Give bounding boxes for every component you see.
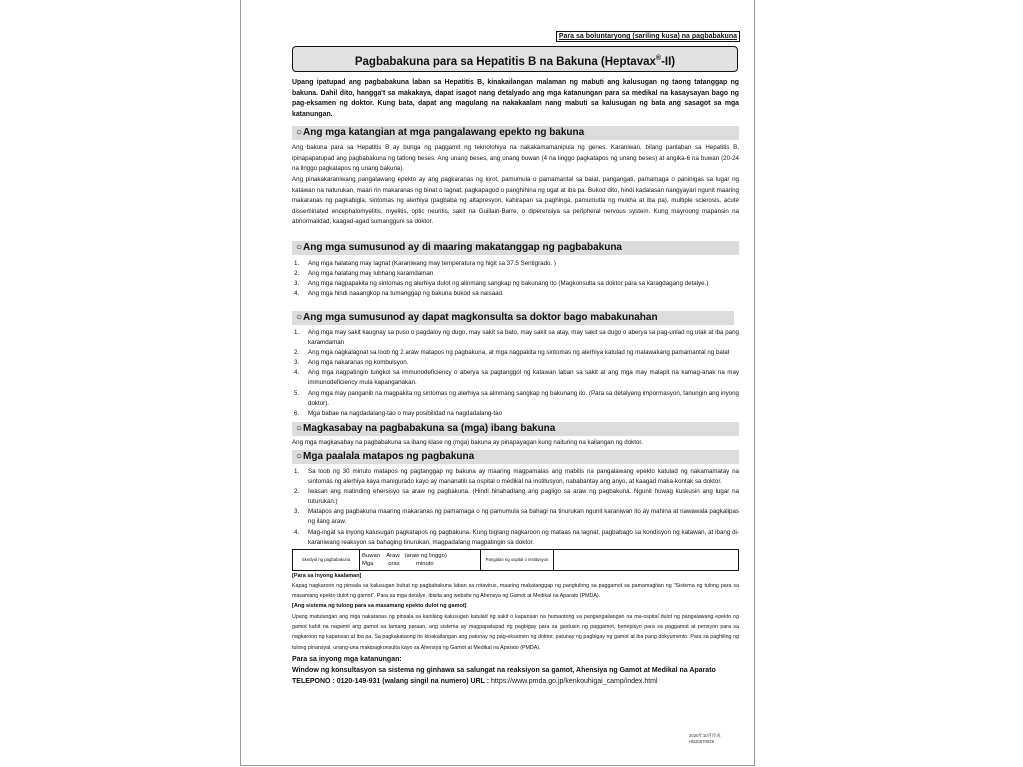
item-text: Mga babae na nagdadalang-tao o may posibilidad na nagdadalang-tao [308,409,503,417]
item-text: Mag-ingat sa inyong kalusugan pagkatapos ng pagbakuna. Kung biglang nagkaroon ng mataas na lagnat, pagbabago sa kondisyon ng katawan, at ibang di-karaniwang reaksyon sa bahaging tinurukan, magpadalang magpatingin sa doktor. [308,528,739,546]
circle-bullet-icon: ○ [296,312,303,323]
institution-label-cell [481,550,554,571]
institution-value-cell[interactable] [554,550,739,571]
item-number: 1. [294,468,300,475]
contact-office: Window ng konsultasyon sa sistema ng ginhawa sa salungat na reaksiyon sa gamot, Ahensiya ng Gamot at Medikal na Aparato [292,666,716,674]
item-number: 3. [294,359,300,367]
intro-paragraph: Upang ipatupad ang pagbabakuna laban sa Hepatitis B, kinakailangan malaman ng mabuti ang kalusugan ng taong tatanggap ng bakuna. Dahil dito, hangga't sa makakaya, dapat isagot nang detalyado ang mga katanungan para sa medikal na kasaysayan bago ng pag-eksamen ng doktor. Kung bata, dapat ang magulang na nakakaalam nang mabuti sa kalusugan ng bata ang sasagot sa mga katanungan. [292,79,739,119]
contact-phone-line [292,677,739,688]
list-item [292,328,739,348]
circle-bullet-icon: ○ [296,451,303,462]
characteristics-paragraph-1: Ang bakuna para sa Hepatitis B ay bunga ng paggamit ng teknolohiya na nakakamamanipula ng genes. Karaniwan, bilang panlaban sa Hepatitis B, ipinapapatupad ang pagbabakuna ng tatlong beses. Ang unang beses, ang unang buwan (4 na linggo pagkatapos ng unang beses) at angika-6 na buwan (20-24 na linggo pagkatapos ng unang bakuna). [292,144,739,173]
title-main: Pagbabakuna para sa Hepatitis B na Bakuna (Heptavax [354,55,656,68]
item-text: Ang mga halatang may lagnat (Karaniwang may temperatura ng higit sa 37.5 Sentigrado. ) [308,260,556,267]
list-item [292,348,739,358]
reminders-list [292,467,739,548]
footer-code [689,733,721,745]
title-registered-mark: ® [655,55,662,62]
item-text: Sa loob ng 30 minuto matapos ng pagtanggap ng bakuna ay maaring magpamalas ang mabilis na pangalawang epekto katulad ng nakamamatay na sintomas ng alerhiya kaya manigurado kayo ay mananatili sa ospital o medikal na institusyon, nababantay ang anyo, at kaagad maka-kontak sa doktor. [308,468,739,486]
section-heading-text: Ang mga sumusunod ay di maaring makatanggap ng pagbabakuna [303,242,622,253]
list-item [292,289,739,299]
footer-id: HB20070036 [689,739,715,744]
item-text: Ang mga nagkalagnat sa loob ng 2 araw matapos ng pagbakuna, at mga nagpakita ng sintomas ng alerhiya katulad ng malawakang pamamantal ng balat [308,349,730,357]
list-item [292,368,739,388]
list-item [292,507,739,527]
title-tail: -II) [661,55,676,68]
item-number: 5. [294,389,300,397]
item-number: 4. [294,369,300,377]
relief-system-paragraph: Upang matulungan ang mga nakaranas ng pinsala sa kanilang kalusugan katulad ng sakit o kapansan na humantong sa pangangailangan na ma-ospital dulot ng pangalawang epekto ng gamot kahit na nagamit ang gamot sa tamang paraan, ang sistema ay magpapatupad ng pagbigay para sa gastusin ng paggamot, benepisyo para sa paggamot at pensyon para sa nagkaroon ng kapansan at iba pa. Sa pagkakataong ito kinakailangan ang patunay ng pag-eksamen ng doktor, patunay ng pagbigay ng gamot at iba pang dokyumento. Para sa paghiling ng tulong pinansyal, unang-una makipagkonsulta kayo sa Ahensya ng Gamot at Medikal na Aparato (PMDA). [292,614,739,651]
item-text: Ang mga nakaranas ng kombulsyon. [308,359,409,367]
item-number: 2. [294,349,300,357]
pmda-url-link[interactable]: https://www.pmda.go.jp/kenkouhigai_camp/index.html [491,677,658,685]
list-item [292,467,739,487]
contact-heading: Para sa inyong mga katanungan: [292,656,402,663]
item-text: Ang mga may panganib na magpakita ng sintomas ng alerhiya sa alinmang sangkap ng bakunang ito. (Para sa detalyeng impormasyon, tanungin ang inyong doktor). [308,389,739,407]
contact-block [292,655,739,687]
item-text: Matapos ang pagbakuna maaring makaranas ng pamamaga o ng pamumula sa bahagi na tinurukan ngunit karaniwan ito ay mahina at nawawala pagkalipas ng ilang araw. [308,508,739,526]
item-text: Ang mga nagpatingin tungkol sa immunodeficiency o aberya sa pagtanggol ng katawan laban sa sakit at ang mga may malapit na kamag-anak na may immunodeficiency mula kapanganakan. [308,369,739,387]
item-number: 1. [294,260,300,267]
item-number: 2. [294,270,300,278]
schedule-date-line: Buwan Araw (araw ng linggo) [362,553,447,559]
section-heading-text: Ang mga sumusunod ay dapat magkonsulta sa doktor bago mabakunahan [303,312,658,323]
item-number: 1. [294,329,300,336]
info-paragraph: Kapag nagkaroon ng pinsala sa kalusugan buhat ng pagbabakuna laban sa rotavirus, maaring makatanggap ng pangtulong sa paggamot sa pamamagitan ng "Sistema ng tulong para sa masamang epekto dulot ng gamot". Para sa mga detalye, ibisita ang website ng Ahensya ng Gamot at Medikal na Aparato (PMDA). [292,583,739,600]
relief-system-heading: [Ang sistema ng tulong para sa masamang epekto dulot ng gamot] [292,603,467,609]
list-item [292,389,739,409]
item-text: Ang mga may sakit kaugnay sa puso o pagdaloy ng dugo, may sakit sa bato, may sakit sa atay, may sakit sa dugo o aberya sa pag-unlad ng utak at iba pang karamdaman [308,329,739,347]
list-item [292,358,739,368]
schedule-label-cell [293,550,360,571]
section-heading-characteristics [292,126,739,140]
item-text: Ang mga halatang may lubhang karamdaman [308,270,434,278]
item-number: 4. [294,290,300,298]
section-heading-text: Mga paalala matapos ng pagbakuna [303,451,475,462]
list-item [292,279,739,289]
characteristics-paragraph-2: Ang pinakakaraniwang pangalawang epekto ay ang pagkaranas ng kirot, pamumula o pamamantal sa balat, pangangati, pamamaga o paninigas sa lugar ng katawan na naturukan, maari rin makaranas ng binat o lagnat, pagkapagod o panghihina ng ugat at iba pa. Bukod dito, hindi kadalasan nangyayari ngunit maaring makaranas ng pagkabigla, sintomas ng alerhiya (pagbaba ng altapresyon, kahirapan sa paghinga, pamumutla ng mukha at iba pa), multiple sclerosis, acute disseminated encephalomyelitis, myelitis, optic neuritis, sakit na Guillain-Barre, o diperensiya sa peripheral nervous system. Kung mayroong mapansin na abnormalidad, kaagad-agad sumangguni sa doktor. [292,176,739,226]
contact-phone: TELEPONO : 0120-149-931 (walang singil na numero) URL : [292,677,492,685]
schedule-label: Skedyul ng pagbabakuna [301,557,351,562]
section-heading-simultaneous [292,422,739,436]
schedule-value-cell[interactable] [360,550,481,571]
item-text: Ang mga hindi naaangkop na tumanggap ng bakuna bukod sa naisaad. [308,290,504,298]
item-text: Ang mga nagpapakita ng sintomas ng alerhiya dulot ng alinmang sangkap ng bakunang ito (Magkonsulta sa doktor para sa karagdagang detalye.) [308,280,709,288]
item-text: Iwasan ang matinding ehersisyo sa araw ng pagbakuna. (Hindi hinahadlang ang pagligo sa araw ng pagbakuna. Ngunit huwag kuskusin ang lugar na tuturukan.) [308,488,739,506]
cannot-receive-list [292,259,739,299]
section-heading-reminders [292,450,739,464]
section-heading-text: Magkasabay na pagbabakuna sa (mga) ibang bakuna [303,423,556,434]
list-item [292,487,739,507]
section-heading-consult-doctor [292,311,734,325]
simultaneous-paragraph: Ang mga magkasabay na pagbabakuna sa ibang klase ng (mga) bakuna ay pinapayagan kung naituring na kailangan ng doktor. [292,439,643,446]
item-number: 3. [294,508,300,516]
item-number: 3. [294,280,300,288]
item-number: 2. [294,488,300,496]
list-item [292,259,739,269]
footer-date: 2020年10月作成 [689,733,721,738]
item-number: 4. [294,528,300,536]
circle-bullet-icon: ○ [296,127,303,138]
list-item [292,269,739,279]
info-heading: [Para sa inyong kaalaman] [292,573,362,579]
circle-bullet-icon: ○ [296,242,303,253]
vaccination-record-table [292,549,739,571]
list-item [292,528,739,548]
consult-doctor-list [292,328,739,419]
voluntary-vaccination-tag: Para sa boluntaryong (sariling kusa) na pagbabakuna [556,31,740,42]
document-page [240,0,755,766]
document-title [292,46,738,72]
institution-label: Pangalan ng ospital o institusyon [485,557,549,562]
item-number: 6. [294,409,300,417]
section-heading-text: Ang mga katangian at mga pangalawang epekto ng bakuna [303,127,585,138]
list-item [292,409,739,419]
section-heading-cannot-receive [292,241,739,255]
schedule-time-line: Mga oras minuto [362,561,434,567]
circle-bullet-icon: ○ [296,423,303,434]
